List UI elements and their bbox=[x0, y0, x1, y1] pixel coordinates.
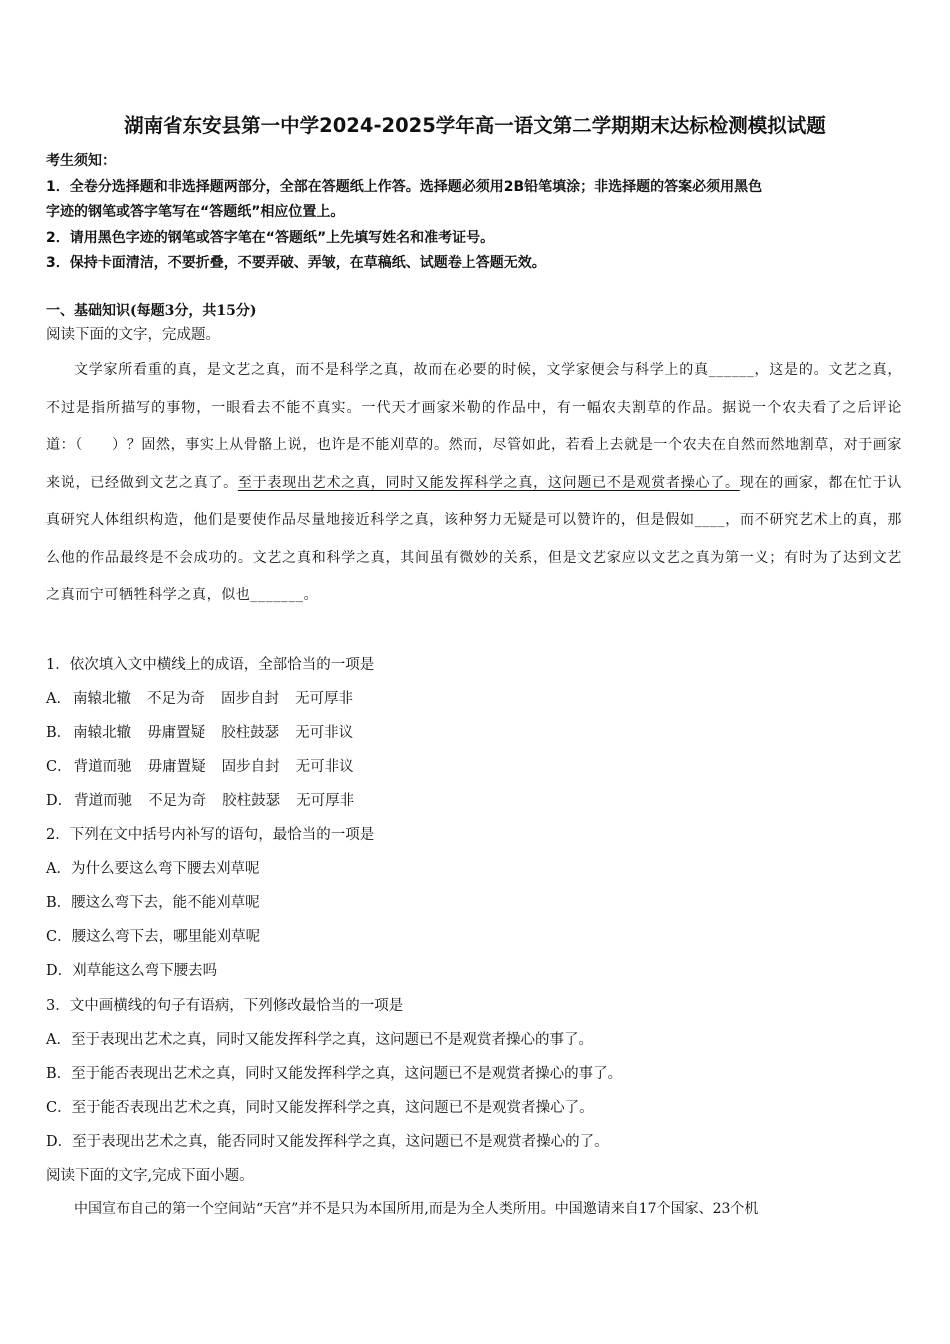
passage-1 bbox=[46, 352, 902, 615]
question-1-option-b: B． 南辕北辙 毋庸置疑 胶柱鼓瑟 无可非议 bbox=[46, 725, 354, 741]
section-1-instruction: 阅读下面的文字，完成题。 bbox=[46, 327, 220, 343]
notice-heading: 考生须知： bbox=[46, 153, 116, 169]
passage-1-underlined-sentence: 至于表现出艺术之真，同时又能发挥科学之真，这问题已不是观赏者操心了。 bbox=[237, 474, 740, 491]
question-3-option-a: A．至于表现出艺术之真，同时又能发挥科学之真，这问题已不是观赏者操心的事了。 bbox=[46, 1032, 593, 1048]
notice-item-3: 3．保持卡面清洁，不要折叠，不要弄破、弄皱，在草稿纸、试题卷上答题无效。 bbox=[46, 255, 546, 271]
passage-2-start: 中国宣布自己的第一个空间站“天宫”并不是只为本国所用,而是为全人类所用。中国邀请来自17个国家、23个机 bbox=[74, 1201, 759, 1217]
question-3-option-d: D．至于表现出艺术之真，能否同时又能发挥科学之真，这问题已不是观赏者操心的了。 bbox=[46, 1134, 609, 1150]
passage-1-part-1: 文学家所看重的真，是文艺之真，而不是科学之真，故而在必要的时候，文学家便会与科学上的真______，这是的。文艺之真，不过是指所描写的事物，一眼看去不能不真实。一代天才画家米勒的作品中，有一幅农夫割草的作品。据说一个农夫看了之后评论道：（ ）？固然，事实上从骨骼上说，也许是不能刈草的。然而，尽管如此，若看上去就是一个农夫在自然而然地割草，对于画家来说，已经做到文艺之真了。 bbox=[46, 362, 902, 491]
passage-1-part-2: 现在的画家，都在忙于认真研究人体组织构造，他们是要使作品尽量地接近科学之真，该种努力无疑是可以赞许的，但是假如____，而不研究艺术上的真，那么他的作品最终是不会成功的。文艺之真和科学之真，其间虽有微妙的关系，但是文艺家应以文艺之真为第一义；有时为了达到文艺之真而宁可牺牲科学之真，似也_______。 bbox=[46, 474, 902, 603]
notice-item-1-line-2: 字迹的钢笔或答字笔写在“答题纸”相应位置上。 bbox=[46, 204, 345, 220]
question-1-option-d: D． 背道而驰 不足为奇 胶柱鼓瑟 无可厚非 bbox=[46, 793, 355, 809]
question-2-stem: 2．下列在文中括号内补写的语句，最恰当的一项是 bbox=[46, 827, 375, 843]
question-1-stem: 1．依次填入文中横线上的成语，全部恰当的一项是 bbox=[46, 657, 375, 673]
section-1-heading: 一、基础知识(每题3分，共15分) bbox=[46, 303, 257, 319]
question-2-option-a: A．为什么要这么弯下腰去刈草呢 bbox=[46, 861, 260, 877]
notice-item-1-line-1: 1．全卷分选择题和非选择题两部分，全部在答题纸上作答。选择题必须用2B铅笔填涂；非选择题的答案必须用黑色 bbox=[46, 179, 763, 195]
question-2-option-b: B．腰这么弯下去，能不能刈草呢 bbox=[46, 895, 260, 911]
question-2-option-d: D．刈草能这么弯下腰去吗 bbox=[46, 963, 218, 979]
question-3-option-b: B．至于能否表现出艺术之真，同时又能发挥科学之真，这问题已不是观赏者操心的事了。 bbox=[46, 1066, 623, 1082]
notice-item-2: 2．请用黑色字迹的钢笔或答字笔在“答题纸”上先填写姓名和准考证号。 bbox=[46, 230, 495, 246]
question-3-stem: 3．文中画横线的句子有语病，下列修改最恰当的一项是 bbox=[46, 998, 404, 1014]
question-1-option-c: C． 背道而驰 毋庸置疑 固步自封 无可非议 bbox=[46, 759, 354, 775]
question-1-option-a: A． 南辕北辙 不足为奇 固步自封 无可厚非 bbox=[46, 691, 353, 707]
question-2-option-c: C．腰这么弯下去，哪里能刈草呢 bbox=[46, 929, 261, 945]
question-3-option-c: C．至于能否表现出艺术之真，同时又能发挥科学之真，这问题已不是观赏者操心了。 bbox=[46, 1100, 594, 1116]
section-2-instruction: 阅读下面的文字,完成下面小题。 bbox=[46, 1168, 254, 1184]
page-title: 湖南省东安县第一中学2024-2025学年高一语文第二学期期末达标检测模拟试题 bbox=[124, 114, 826, 137]
